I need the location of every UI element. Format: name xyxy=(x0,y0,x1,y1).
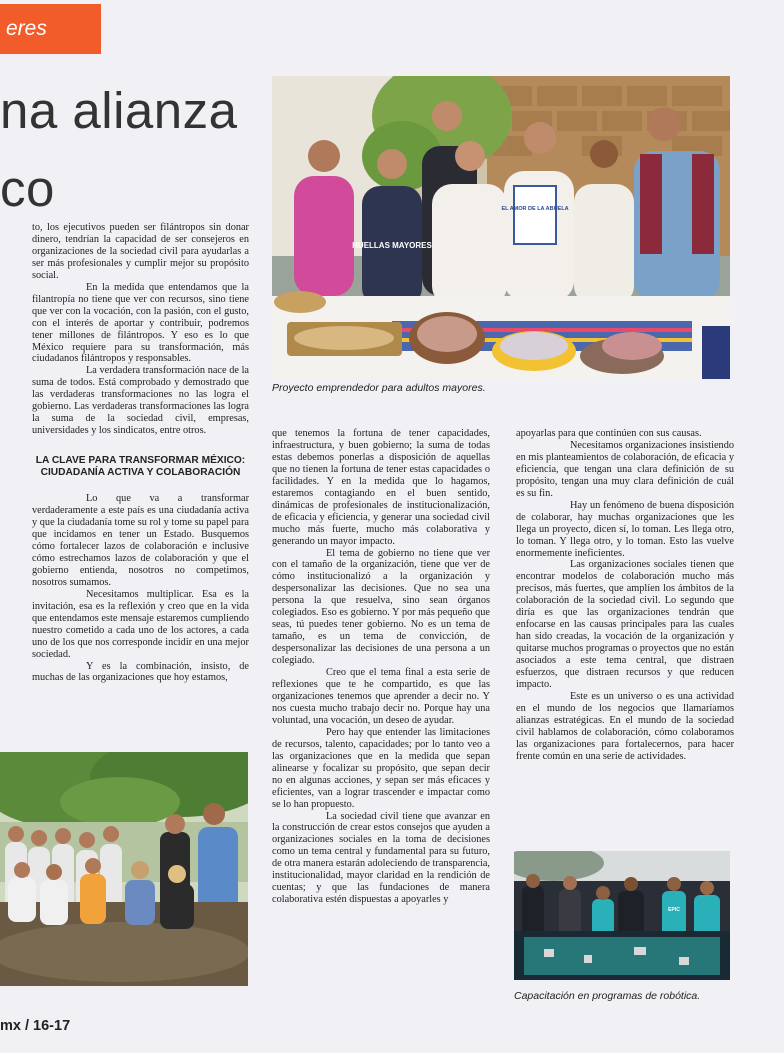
subheading: LA CLAVE PARA TRANSFORMAR MÉXICO: CIUDADANÍA ACTIVA Y COLABORACIÓN xyxy=(35,455,246,479)
paragraph: Hay un fenómeno de buena disposición de colaborar, hay muchas organizaciones que les llega un proyecto, dicen sí, lo toman. Les llega otro, lo toman. Y llega otro, y lo toman. Esto las vuelve enormemente ineficientes. xyxy=(516,499,734,559)
paragraph: Y es la combinación, insisto, de muchas de las organizaciones que hoy estamos, xyxy=(32,660,249,684)
paragraph: La sociedad civil tiene que avanzar en la construcción de crear estos consejos que ayuden a organizaciones sociales en la toma de decisiones como un tema central y fundamental para su futuro, de otra manera estarán adoleciendo de transparencia, institucionalidad, mayor claridad en la rendición de cuentas; y que las fundaciones de manera colaborativa estén dispuestas a apoyarles y xyxy=(272,810,490,906)
article-column-2 xyxy=(272,428,490,906)
paragraph: apoyarlas para que continúen con sus causas. xyxy=(516,428,702,439)
paragraph: La verdadera transformación nace de la suma de todos. Está comprobado y demostrado que las verdaderas transformaciones no las logra el gobierno. Las verdaderas transformaciones las logra la suma de la sociedad civil, empresas, universidades y los sindicatos, entre otros. xyxy=(32,365,249,437)
paragraph: que tenemos la fortuna de tener capacidades, infraestructura, y buen gobierno; la suma de todas estas debemos ponerlas a disposición de aquellas que no tienen la fortuna de tener estas capacidades o facilidades. Y en la medida que lo hagamos, estaremos contagiando en el buen sentido, dinámicas de profesionales de institucionalización, de eficacia y eficiencia, y generar una sociedad civil mucho más fuerte, mucho más colaborativa y generando un mayor impacto. xyxy=(272,428,490,547)
photo-group-outdoors xyxy=(0,752,248,986)
photo-group-outdoors-illustration xyxy=(0,752,248,986)
paragraph: to, los ejecutivos pueden ser filántropos sin donar dinero, tendrían la capacidad de ser consejeros en organizaciones de la sociedad civil para ayudarlas a ser más profesionales y cumplir mejor su propósito social. xyxy=(32,222,249,281)
photo-caption-seniors: Proyecto emprendedor para adultos mayores. xyxy=(272,382,486,394)
photo-caption-robotics: Capacitación en programas de robótica. xyxy=(514,990,701,1002)
page-folio: mx / 16-17 xyxy=(0,1018,71,1034)
paragraph: Las organizaciones sociales tienen que encontrar modelos de colaboración mucho más precisos, más fuertes, que amplíen los ámbitos de la colaboración de la sociedad civil. Lo segundo que diría es que las organizaciones tendrán que enfocarse en las causas principales para las cuales han sido creadas, la vocación de la organización y quitarse muchos programas o proyectos que no están asociados a este tema central, que distraen esfuerzos, que distraen recursos y que reducen impacto. xyxy=(516,559,734,691)
paragraph: Necesitamos multiplicar. Esa es la invitación, esa es la reflexión y creo que en la vida que entendamos este mensaje estaremos cumpliendo nuestro cometido a cada uno de los actores, a cada uno de los que nos corresponde incidir en una mejor sociedad. xyxy=(32,588,249,660)
article-column-1 xyxy=(32,222,249,684)
paragraph: Creo que el tema final a esta serie de reflexiones que te he compartido, es que las organizaciones tenemos que aprender a decir no. Y nos cuesta mucho trabajo decir no. Porque hay una voluntad, una vocación, un deseo de ayudar. xyxy=(272,667,490,726)
paragraph: Lo que va a transformar verdaderamente a este país es una ciudadanía activa y que la ciudadanía tome su rol y tome su papel para que incidamos en tener un Estado. Busquemos cómo fortalecer lazos de colaboración e inclusive cómo estrechamos lazos de colaboración y que el gobierno entienda, nosotros no competimos, nosotros sumamos. xyxy=(32,493,249,588)
headline-line-2: co xyxy=(0,160,55,217)
photo-robotics-illustration xyxy=(514,851,730,980)
paragraph: Este es un universo o es una actividad en el mundo de los negocios que llamaríamos alianzas estratégicas. En el mundo de la sociedad civil hablamos de colaboración, cómo colaboramos las organizaciones para fortalecernos, para hacer frente común en una serie de actividades. xyxy=(516,690,734,762)
headline-line-1: na alianza xyxy=(0,82,238,139)
paragraph: El tema de gobierno no tiene que ver con el tamaño de la organización, tiene que ver de cómo institucionalizó a la organización y despersonalizar las decisiones. Que no sea una persona la que resuelva, sino sean órganos colegiados. Eso es gobierno. Y por más pequeño que seas, tú puedes tener gobierno. No es un tema de tamaño, es un tema de convicción, de despersonalizar las decisiones de una persona a un colegiado. xyxy=(272,547,490,667)
photo-seniors-project xyxy=(272,76,730,379)
section-tag: eres xyxy=(0,4,101,54)
photo-robotics xyxy=(514,851,730,980)
sign-text: EL AMOR DE LA ABUELA xyxy=(501,206,569,212)
paragraph: Pero hay que entender las limitaciones de recursos, talento, capacidades; por lo tanto veo a las organizaciones que en la medida que sepan alinearse y focalizar su propósito, que sepan decir no en algunas acciones, y sepan ser más eficaces y eficientes, van a lograr trascender e impactar como se lo han propuesto. xyxy=(272,726,490,810)
shirt-text: EPIC xyxy=(668,907,680,913)
apron-text: HUELLAS MAYORES xyxy=(352,241,432,250)
photo-seniors-project-illustration xyxy=(272,76,730,379)
article-column-3 xyxy=(516,428,734,763)
paragraph: Necesitamos organizaciones insistiendo en mis planteamientos de colaboración, de eficacia y eficiencia, que tengan una clara definición de su propósito, tengan una muy clara definición de cuál es su fin. xyxy=(516,439,734,499)
paragraph: En la medida que entendamos que la filantropía no tiene que ver con recursos, sino tiene que ver con la vocación, con la pasión, con el gusto, con el interés de aportar y contribuir, podremos tener millones de filántropos. Y eso es lo que México requiere para su transformación, más ciudadanos filántropos y responsables. xyxy=(32,281,249,365)
